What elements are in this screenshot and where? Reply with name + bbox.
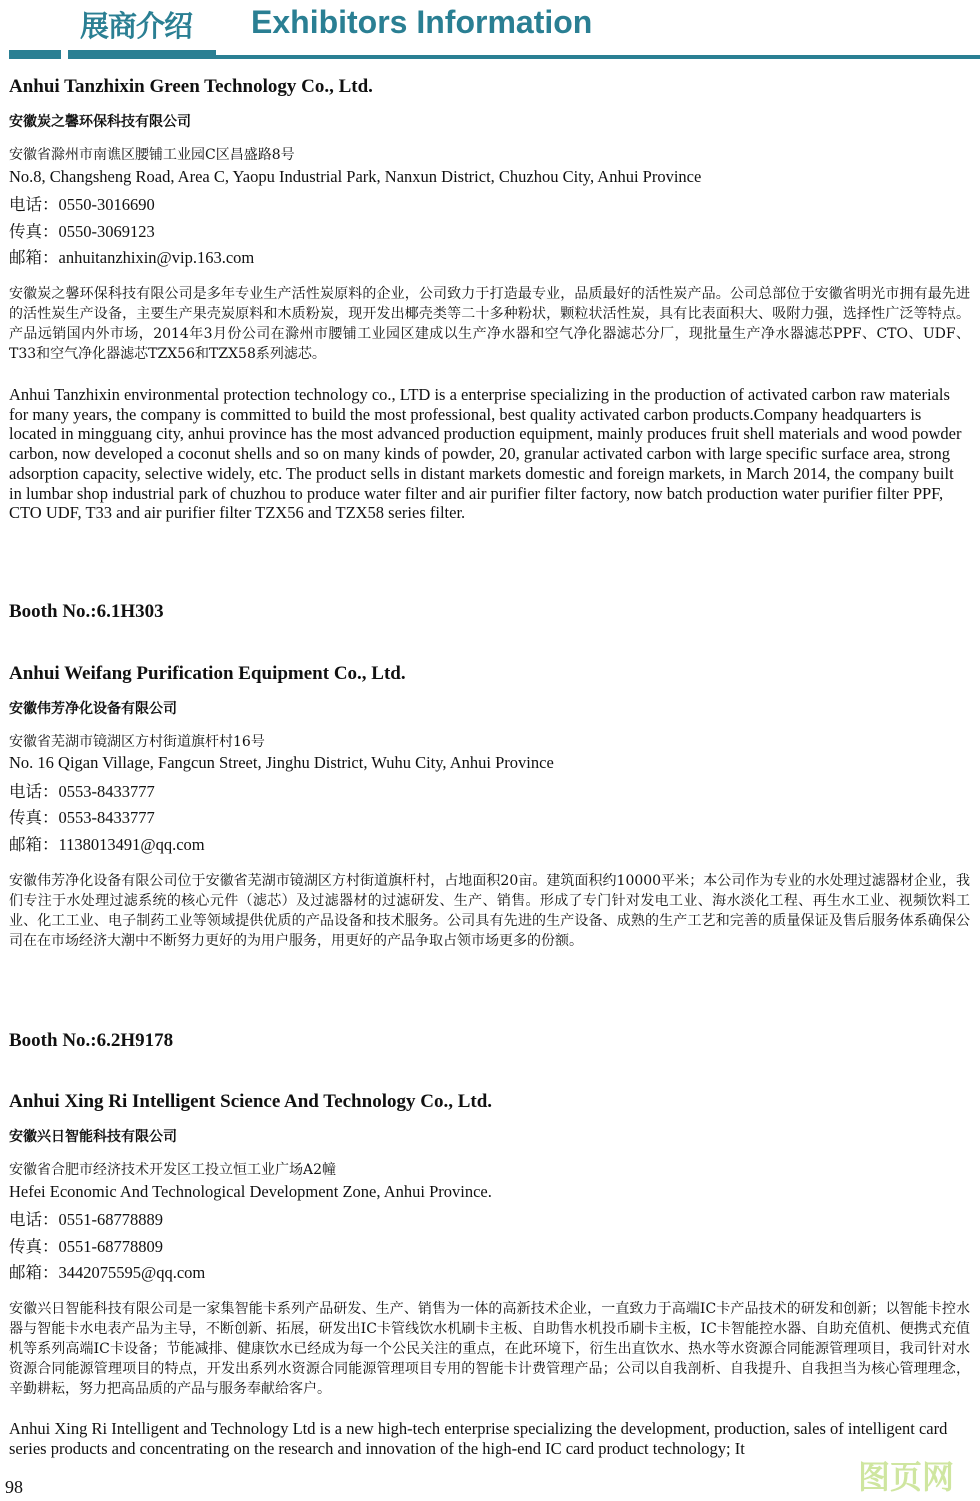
address-en: No. 16 Qigan Village, Fangcun Street, Jinghu District, Wuhu City, Anhui Province bbox=[9, 753, 554, 772]
booth-number: Booth No.:6.1H303 bbox=[9, 601, 164, 622]
company-name-cn: 安徽炭之馨环保科技有限公司 bbox=[9, 114, 191, 130]
company-name-en: Anhui Xing Ri Intelligent Science And Technology Co., Ltd. bbox=[9, 1091, 493, 1112]
header-rule bbox=[9, 50, 61, 59]
booth-number: Booth No.:6.2H9178 bbox=[9, 1030, 174, 1051]
fax: 传真：0550-3069123 bbox=[9, 222, 155, 241]
address-en: Hefei Economic And Technological Development Zone, Anhui Province. bbox=[9, 1182, 492, 1201]
header-rule bbox=[68, 50, 216, 59]
phone: 电话：0553-8433777 bbox=[9, 782, 155, 801]
description-en: Anhui Tanzhixin environmental protection technology co., LTD is a enterprise specializing in the production of activated carbon raw materials for many years, the company is committed to build the most professional, best quality activated carbon products.Company headquarters is located in mingguang city, anhui province has the most advanced production equipment, mainly produces fruit shell materials and wood powder carbon, now developed a coconut shells and so on many kinds of powder, 20, granular activated carbon with large specific surface area, strong adsorption capacity, selective widely, etc. The product sells in distant markets domestic and foreign markets, in March 2014, the company built in lumbar shop industrial park of chuzhou to produce water filter and air purifier filter factory, now batch production water purifier filter PPF, CTO UDF, T33 and air purifier filter TZX56 and TZX58 series filter. bbox=[9, 385, 962, 523]
address-cn: 安徽省合肥市经济技术开发区工投立恒工业广场A2幢 bbox=[9, 1162, 337, 1178]
phone: 电话：0550-3016690 bbox=[9, 195, 155, 214]
phone: 电话：0551-68778889 bbox=[9, 1210, 163, 1229]
page-number: 98 bbox=[5, 1477, 23, 1497]
address-cn: 安徽省芜湖市镜湖区方村街道旗杆村16号 bbox=[9, 734, 265, 750]
description-cn: 安徽兴日智能科技有限公司是一家集智能卡系列产品研发、生产、销售为一体的高新技术企业，一直致力于高端IC卡产品技术的研发和创新；以智能卡控水器与智能卡水电表产品为主导，不断创新、拓展，研发出IC卡管线饮水机刷卡主板、自助售水机投币刷卡主板，IC卡智能控水器、自助充值机、便携式充值机等系列高端IC卡设备；节能减排、健康饮水已经成为每一个公民关注的重点，在此环境下，衍生出直饮水、热水等水资源合同能源管理项目，我司针对水资源合同能源管理项目的特点，开发出系列水资源合同能源管理项目专用的智能卡计费管理产品；公司以自我剖析、自我提升、自我担当为核心管理理念，辛勤耕耘，努力把高品质的产品与服务奉献给客户。 bbox=[9, 1301, 970, 1397]
description-en: Anhui Xing Ri Intelligent and Technology Ltd is a new high-tech enterprise specializing the development, production, sales of intelligent card series products and concentrating on the research and innovation of the high-end IC card product technology; It bbox=[9, 1419, 948, 1458]
header-title-cn: 展商介绍 bbox=[80, 9, 193, 43]
address-cn: 安徽省滁州市南谯区腰铺工业园C区昌盛路8号 bbox=[9, 147, 295, 163]
email: 邮箱：3442075595@qq.com bbox=[9, 1263, 206, 1282]
watermark-logo: 图页网 bbox=[858, 1458, 955, 1496]
company-name-cn: 安徽兴日智能科技有限公司 bbox=[9, 1129, 177, 1145]
company-name-en: Anhui Weifang Purification Equipment Co., Ltd. bbox=[9, 663, 406, 684]
header-title-en: Exhibitors Information bbox=[251, 4, 593, 40]
company-name-cn: 安徽伟芳净化设备有限公司 bbox=[9, 701, 177, 717]
fax: 传真：0553-8433777 bbox=[9, 808, 155, 827]
address-en: No.8, Changsheng Road, Area C, Yaopu Industrial Park, Nanxun District, Chuzhou City, Anhui Province bbox=[9, 167, 702, 186]
description-cn: 安徽炭之馨环保科技有限公司是多年专业生产活性炭原料的企业，公司致力于打造最专业，品质最好的活性炭产品。公司总部位于安徽省明光市拥有最先进的活性炭生产设备，主要生产果壳炭原料和木质粉炭，现开发出椰壳类等二十多种粉状，颗粒状活性炭，具有比表面积大、吸附力强，选择性广泛等特点。产品远销国内外市场，2014年3月份公司在滁州市腰铺工业园区建成以生产净水器和空气净化器滤芯分厂，现批量生产净水器滤芯PPF、CTO、UDF、T33和空气净化器滤芯TZX56和TZX58系列滤芯。 bbox=[9, 286, 970, 362]
description-cn: 安徽伟芳净化设备有限公司位于安徽省芜湖市镜湖区方村街道旗杆村，占地面积20亩。建筑面积约10000平米；本公司作为专业的水处理过滤器材企业，我们专注于水处理过滤系统的核心元件（滤芯）及过滤器材的过滤研发、生产、销售。形成了专门针对发电工业、海水淡化工程、再生水工业、视频饮料工业、化工工业、电子制药工业等领域提供优质的产品设备和技术服务。公司具有先进的生产设备、成熟的生产工艺和完善的质量保证及售后服务体系确保公司在在市场经济大潮中不断努力更好的为用户服务，用更好的产品争取占领市场更多的份额。 bbox=[9, 873, 970, 949]
email: 邮箱：anhuitanzhixin@vip.163.com bbox=[9, 248, 255, 267]
company-name-en: Anhui Tanzhixin Green Technology Co., Ltd. bbox=[9, 76, 373, 97]
header-rule bbox=[216, 55, 980, 59]
fax: 传真：0551-68778809 bbox=[9, 1237, 163, 1256]
email: 邮箱：1138013491@qq.com bbox=[9, 835, 205, 854]
